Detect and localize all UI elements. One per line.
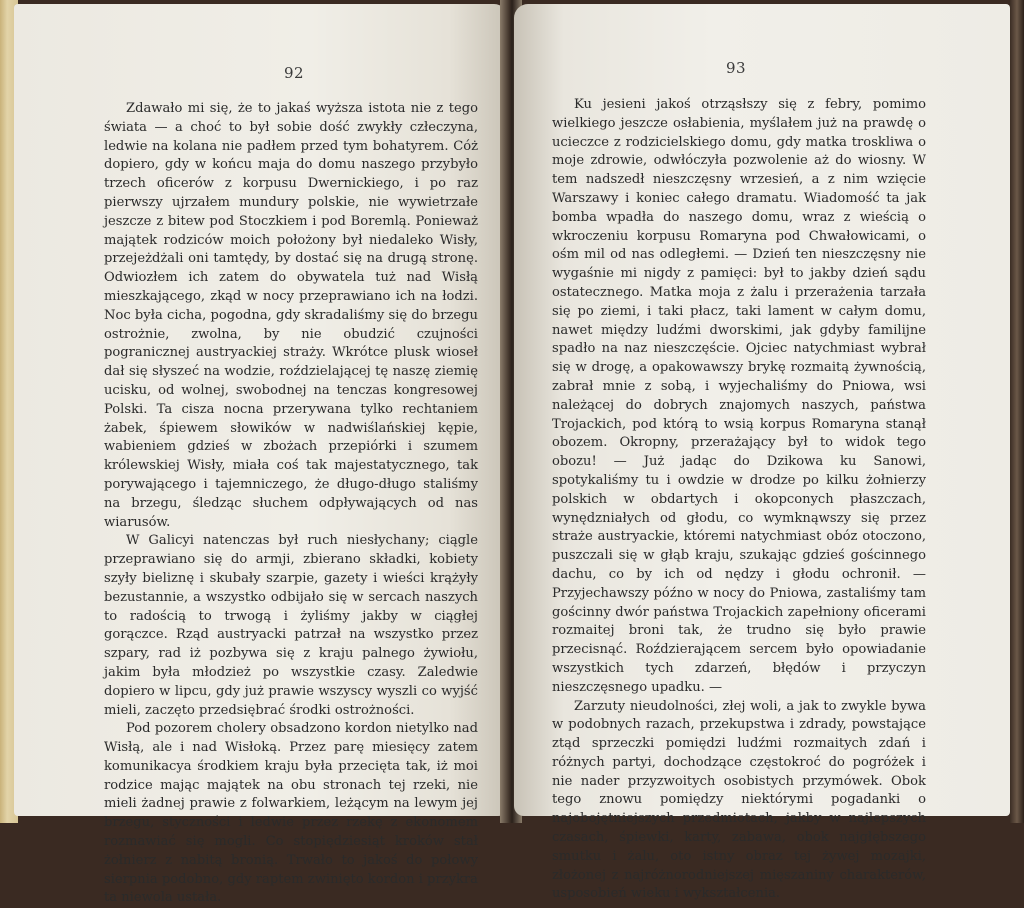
left-paragraph: Pod pozorem cholery obsadzono kordon nietylko nad Wisłą, ale i nad Wisłoką. Przez parę miesięcy zatem komunikacya środkiem kraju była przecięta tak, iż moi rodzice mając majątek na obu stronach tej rzeki, nie mieli żadnej prawie z folwarkiem, leżącym na lewym jej brzegu, styczności i ledwie przez rzekę z ekonomem rozmawiać się mogli. Co stopiędziesiąt kroków stał żołnierz z nabitą bronią. Trwało to jakoś do połowy sierpnia podobno, gdy raptem zwinięto kordon i przykra ta niewola ustała. <box>104 721 478 906</box>
right-page <box>514 4 1010 902</box>
right-paragraph: Ku jesieni jakoś otrząsłszy się z febry, pomimo wielkiego jeszcze osłabienia, myślałem już na prawdę o ucieczce z rodzicielskiego domu, gdy matka troskliwa o moje zdrowie, odwłóczyła pozwolenie aż do wiosny. W tem nadszedł nieszczęsny wrzesień, a z nim wzięcie Warszawy i koniec całego dramatu. Wiadomość ta jak bomba wpadła do naszego domu, wraz z wieścią o wkroczeniu korpusu Romaryna pod Chwałowicami, o ośm mil od nas odległemi. — Dzień ten nieszczęsny nie wygaśnie mi nigdy z pamięci: był to jakby dzień sądu ostatecznego. Matka moja z żalu i przerażenia tarzała się po ziemi, i taki płacz, taki lament w całym domu, nawet między ludźmi dworskimi, jak gdyby familijne spadło na naz nieszczęście. Ojciec natychmiast wybrał się w drogę, a opakowawszy brykę rozmaitą żywnością, zabrał mnie z sobą, i wyjechaliśmy do Pniowa, wsi należącej do dobrych znajomych naszych, państwa Trojackich, pod którą to wsią korpus Romaryna stanął obozem. Okropny, przerażający był to widok tego obozu! — Już jadąc do Dzikowa ku Sanowi, spotykaliśmy tu i owdzie w drodze po kilku żołnierzy polskich w obdartych i okopconych płaszczach, wynędzniałych od głodu, co wymknąwszy się przez straże austryackie, któremi natychmiast obóz otoczono, puszczali się w głąb kraju, szukając gdzieś gościnnego dachu, co by ich od nędzy i głodu ochronił. — Przyjechawszy późno w nocy do Pniowa, zastaliśmy tam gościnny dwór państwa Trojackich zapełniony oficerami rozmaitej broni tak, że trudno się było prawie przecisnąć. Roździerającem sercem było opowiadanie wszystkich tych zdarzeń, błędów i przyczyn nieszczęsnego upadku. — <box>552 97 926 695</box>
right-book-cover-edge <box>1010 0 1024 823</box>
left-paragraph: W Galicyi natenczas był ruch niesłychany; ciągle przeprawiano się do armji, zbierano składki, kobiety szyły bieliznę i skubały szarpie, gazety i wieści krążyły bezustannie, a wszystko odbijało się w sercach naszych to radością to trwogą i żyliśmy jakby w ciągłej gorączce. Rząd austryacki patrzał na wszystko przez szpary, rad iż pozbywa się z kraju palnego żywiołu, jakim była młodzież po wszystkie czasy. Zaledwie dopiero w lipcu, gdy już prawie wszyscy wyszli co wyjść mieli, zaczęto przedsiębrać środki ostrożności. <box>104 533 478 718</box>
right-page-text <box>552 96 926 904</box>
left-paragraph: Zdawało mi się, że to jakaś wyższa istota nie z tego świata — a choć to był sobie dość zwykły człeczyna, ledwie na kolana nie padłem przed tym bohatyrem. Cóż dopiero, gdy w końcu maja do domu naszego przybyło trzech oficerów z korpusu Dwernickiego, i po raz pierwszy ujrzałem mundury polskie, nie wywietrzałe jeszcze z bitew pod Stoczkiem i pod Boremlą. Ponieważ majątek rodziców moich położony był niedaleko Wisły, przejeżdżali oni tamtędy, by dostać się na drugą stronę. Odwiozłem ich zatem do obywatela tuż nad Wisłą mieszkającego, zkąd w nocy przeprawiano ich na łodzi. Noc była cicha, pogodna, gdy skradaliśmy się do brzegu ostrożnie, zwolna, by nie obudzić czujności pogranicznej austryackiej straży. Wkrótce plusk wioseł dał się słyszeć na wodzie, roździelającej tę naszę ziemię ucisku, od wolnej, swobodnej na tenczas kongresowej Polski. Ta cisza nocna przerywana tylko rechtaniem żabek, śpiewem słowików w nadwiślańskiej kępie, wabieniem gdzieś w zbożach przepiórki i szumem królewskiej Wisły, miała coś tak majestatycznego, tak porywającego i tajemniczego, że długo-długo staliśmy na brzegu, śledząc słuchem odpływających od nas wiarusów. <box>104 101 478 530</box>
left-page-text <box>104 100 478 908</box>
right-paragraph: Zarzuty nieudolności, złej woli, a jak to zwykle bywa w podobnych razach, przekupstwa i zdrady, powstające ztąd sprzeczki pomiędzi ludźmi rozmaitych zdań i różnych partyi, dochodzące częstokroć do pogróżek i nie nader przyzwoitych osobistych przymówek. Obok tego znowu pomiędzy niektórymi pogadanki o najobojętniejszych przedmiotach, jakby w najlepszych czasach, śpiewki, karty, zabawa, obok najgłębszego smutku i żalu, oto istny obraz tej żywej mozajki, złożonej z najróżnorodniejszej mięszaniny charakterów, usposobień wieku i wykształcenia. <box>552 698 926 902</box>
page-number-right: 93 <box>726 59 747 77</box>
page-number-left: 92 <box>284 64 305 82</box>
left-page <box>14 4 508 906</box>
